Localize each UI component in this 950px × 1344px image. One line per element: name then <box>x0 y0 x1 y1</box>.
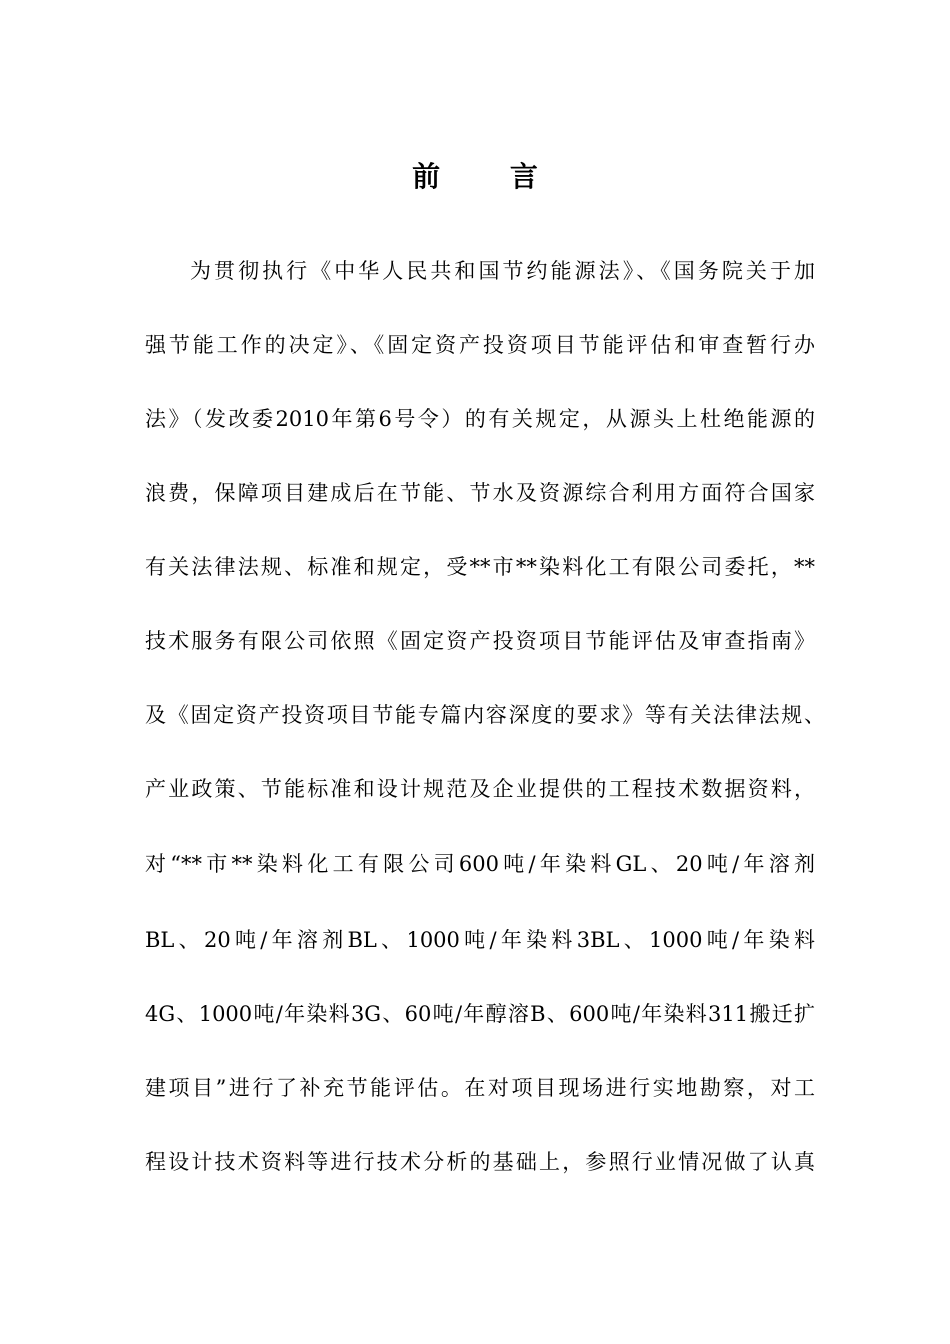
page-title: 前 言 <box>412 160 568 193</box>
paragraph-line: 对“**市**染料化工有限公司600吨/年染料GL、20吨/年溶剂 <box>145 852 815 876</box>
paragraph-line: 技术服务有限公司依照《固定资产投资项目节能评估及审查指南》 <box>145 629 815 653</box>
paragraph-line: 强节能工作的决定》、《固定资产投资项目节能评估和审查暂行办 <box>145 333 815 357</box>
paragraph-line: 法》（发改委2010年第6号令）的有关规定，从源头上杜绝能源的 <box>145 407 815 431</box>
paragraph-line: 4G、1000吨/年染料3G、60吨/年醇溶B、600吨/年染料311搬迁扩 <box>145 1002 815 1026</box>
paragraph-line: 程设计技术资料等进行技术分析的基础上，参照行业情况做了认真 <box>145 1150 815 1174</box>
paragraph-line: 及《固定资产投资项目节能专篇内容深度的要求》等有关法律法规、 <box>145 703 825 727</box>
paragraph-line: 产业政策、节能标准和设计规范及企业提供的工程技术数据资料， <box>145 777 815 801</box>
paragraph-line: 为贯彻执行《中华人民共和国节约能源法》、《国务院关于加 <box>190 259 815 283</box>
paragraph-line: 建项目”进行了补充节能评估。在对项目现场进行实地勘察，对工 <box>145 1076 815 1100</box>
paragraph-line: BL、20吨/年溶剂BL、1000吨/年染料3BL、1000吨/年染料 <box>145 928 815 952</box>
paragraph-line: 浪费，保障项目建成后在节能、节水及资源综合利用方面符合国家 <box>145 481 815 505</box>
paragraph-line: 有关法律法规、标准和规定，受**市**染料化工有限公司委托，** <box>145 555 815 579</box>
